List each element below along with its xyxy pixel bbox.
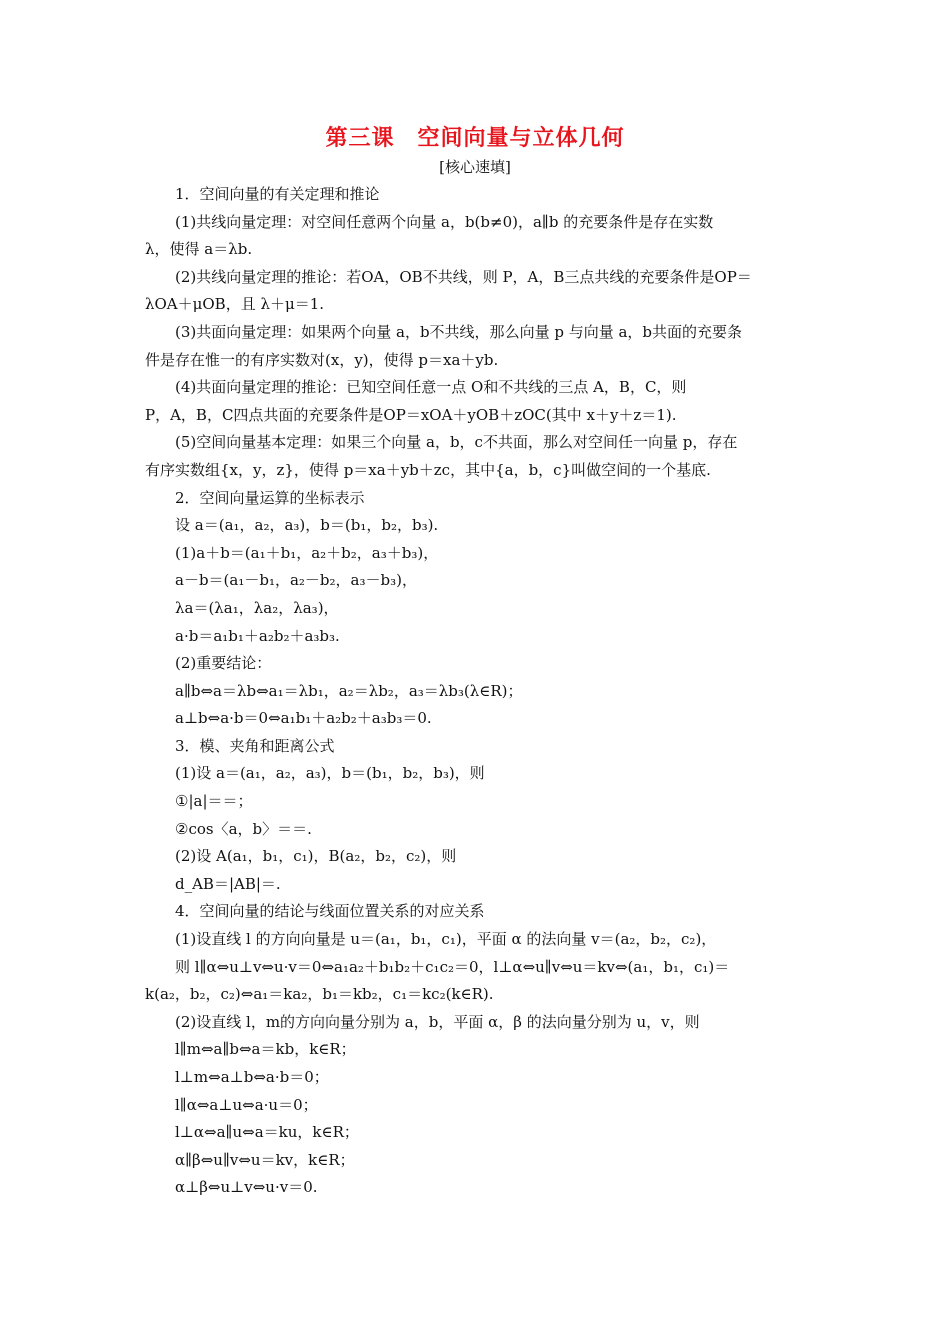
text-line: 3．模、夹角和距离公式 bbox=[175, 736, 335, 755]
text-line: ②cos〈a，b〉＝＝. bbox=[175, 819, 312, 838]
text-line: α⊥β⇔u⊥v⇔u·v＝0. bbox=[175, 1178, 318, 1197]
text-line: (2)重要结论： bbox=[175, 654, 272, 673]
text-line: (5)空间向量基本定理：如果三个向量 a，b，c不共面，那么对空间任一向量 p，存在 bbox=[175, 433, 738, 452]
text-line: ①|a|＝＝； bbox=[175, 792, 253, 811]
text-line: 设 a＝(a₁，a₂，a₃)，b＝(b₁，b₂，b₃). bbox=[175, 516, 439, 535]
text-line: (2)设 A(a₁，b₁，c₁)，B(a₂，b₂，c₂)，则 bbox=[175, 847, 457, 866]
text-line: a⊥b⇔a·b＝0⇔a₁b₁＋a₂b₂＋a₃b₃＝0. bbox=[175, 709, 432, 728]
text-line: (1)a＋b＝(a₁＋b₁，a₂＋b₂，a₃＋b₃)， bbox=[175, 543, 439, 562]
text-line: d_AB＝|AB|＝. bbox=[175, 874, 281, 893]
text-line: (1)设 a＝(a₁，a₂，a₃)，b＝(b₁，b₂，b₃)，则 bbox=[175, 764, 485, 783]
text-line: α∥β⇔u∥v⇔u＝kv，k∈R； bbox=[175, 1150, 355, 1169]
text-line: P，A，B，C四点共面的充要条件是OP＝xOA＋yOB＋zOC(其中 x＋y＋z＝1). bbox=[145, 405, 677, 424]
text-line: 件是存在惟一的有序实数对(x，y)，使得 p＝xa＋yb. bbox=[145, 350, 499, 369]
text-line: l∥α⇔a⊥u⇔a·u＝0； bbox=[175, 1095, 318, 1114]
page-subtitle: [核心速填] bbox=[439, 158, 511, 176]
text-line: λ，使得 a＝λb. bbox=[145, 240, 253, 259]
text-line: 1．空间向量的有关定理和推论 bbox=[175, 185, 380, 203]
text-line: 2．空间向量运算的坐标表示 bbox=[175, 488, 365, 507]
text-line: (1)共线向量定理：对空间任意两个向量 a，b(b≠0)，a∥b 的充要条件是存在实数 bbox=[175, 212, 714, 231]
text-line: (2)共线向量定理的推论：若OA，OB不共线，则 P，A，B三点共线的充要条件是OP＝ bbox=[175, 267, 752, 286]
text-line: (4)共面向量定理的推论：已知空间任意一点 O和不共线的三点 A，B，C，则 bbox=[175, 378, 687, 397]
text-line: λa＝(λa₁，λa₂，λa₃)， bbox=[175, 598, 339, 617]
text-line: (3)共面向量定理：如果两个向量 a，b不共线，那么向量 p 与向量 a，b共面的充要条 bbox=[175, 322, 743, 341]
text-line: a－b＝(a₁－b₁，a₂－b₂，a₃－b₃)， bbox=[175, 571, 417, 590]
document-body bbox=[145, 181, 810, 1202]
text-line: (2)设直线 l，m的方向向量分别为 a，b，平面 α，β 的法向量分别为 u，v，则 bbox=[175, 1012, 700, 1031]
text-line: l∥m⇔a∥b⇔a＝kb，k∈R； bbox=[175, 1040, 356, 1059]
page-title: 第三课 空间向量与立体几何 bbox=[325, 126, 625, 151]
text-line: k(a₂，b₂，c₂)⇔a₁＝ka₂，b₁＝kb₂，c₁＝kc₂(k∈R). bbox=[145, 985, 494, 1004]
text-line: λOA＋μOB，且 λ＋μ＝1. bbox=[145, 295, 325, 314]
text-line: l⊥α⇔a∥u⇔a＝ku，k∈R； bbox=[175, 1123, 359, 1142]
text-line: 则 l∥α⇔u⊥v⇔u·v＝0⇔a₁a₂＋b₁b₂＋c₁c₂＝0，l⊥α⇔u∥v⇔u＝kv⇔(a₁，b₁，c₁)＝ bbox=[175, 957, 730, 976]
text-line: 4．空间向量的结论与线面位置关系的对应关系 bbox=[175, 902, 485, 921]
text-line: (1)设直线 l 的方向向量是 u＝(a₁，b₁，c₁)，平面 α 的法向量 v＝(a₂，b₂，c₂)， bbox=[175, 930, 717, 949]
text-line: a∥b⇔a＝λb⇔a₁＝λb₁，a₂＝λb₂，a₃＝λb₃(λ∈R)； bbox=[175, 681, 523, 700]
text-line: l⊥m⇔a⊥b⇔a·b＝0； bbox=[175, 1068, 329, 1086]
text-line: 有序实数组{x，y，z}，使得 p＝xa＋yb＋zc，其中{a，b，c}叫做空间的一个基底. bbox=[145, 460, 711, 479]
text-line: a·b＝a₁b₁＋a₂b₂＋a₃b₃. bbox=[175, 626, 340, 645]
